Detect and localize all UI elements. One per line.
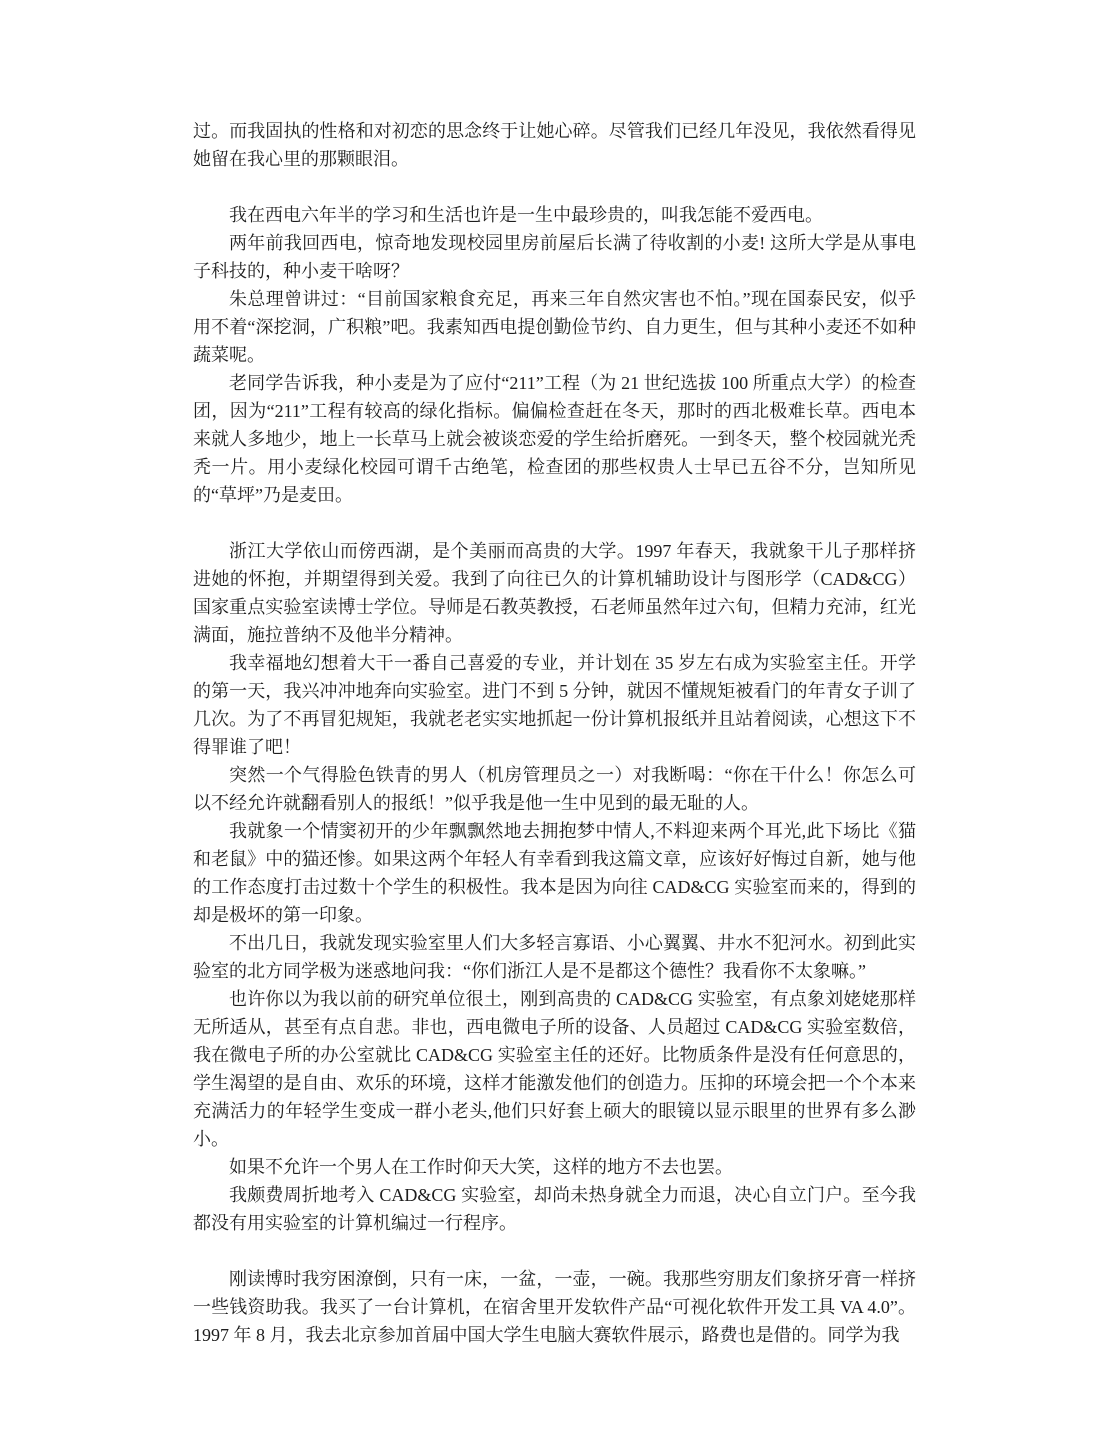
paragraph: 两年前我回西电，惊奇地发现校园里房前屋后长满了待收割的小麦! 这所大学是从事电子科技的，种小麦干啥呀？ <box>193 233 916 281</box>
paragraph: 刚读博时我穷困潦倒，只有一床，一盆，一壶，一碗。我那些穷朋友们象挤牙膏一样挤一些钱资助我。我买了一台计算机，在宿舍里开发软件产品“可视化软件开发工具 VA 4.0”。1997 年 8 月，我去北京参加首届中国大学生电脑大赛软件展示，路费也是借的。同学为我 <box>193 1269 916 1345</box>
paragraph: 我颇费周折地考入 CAD&CG 实验室，却尚未热身就全力而退，决心自立门户。至今我都没有用实验室的计算机编过一行程序。 <box>193 1185 916 1233</box>
paragraph: 浙江大学依山而傍西湖，是个美丽而高贵的大学。1997 年春天，我就象干儿子那样挤进她的怀抱，并期望得到关爱。我到了向往已久的计算机辅助设计与图形学（CAD&CG）国家重点实验室读博士学位。导师是石教英教授，石老师虽然年过六旬，但精力充沛，红光满面，施拉普纳不及他半分精神。 <box>193 541 916 645</box>
paragraph: 如果不允许一个男人在工作时仰天大笑，这样的地方不去也罢。 <box>229 1157 733 1177</box>
paragraph: 不出几日，我就发现实验室里人们大多轻言寡语、小心翼翼、井水不犯河水。初到此实验室的北方同学极为迷惑地问我：“你们浙江人是不是都这个德性？我看你不太象嘛。” <box>193 933 916 981</box>
paragraph: 我幸福地幻想着大干一番自己喜爱的专业，并计划在 35 岁左右成为实验室主任。开学的第一天，我兴冲冲地奔向实验室。进门不到 5 分钟，就因不懂规矩被看门的年青女子训了几次。为了不再冒犯规矩，我就老老实实地抓起一份计算机报纸并且站着阅读，心想这下不得罪谁了吧！ <box>193 653 916 757</box>
paragraph: 老同学告诉我，种小麦是为了应付“211”工程（为 21 世纪选拔 100 所重点大学）的检查团，因为“211”工程有较高的绿化指标。偏偏检查赶在冬天，那时的西北极难长草。西电本来就人多地少，地上一长草马上就会被谈恋爱的学生给折磨死。一到冬天，整个校园就光秃秃一片。用小麦绿化校园可谓千古绝笔，检查团的那些权贵人士早已五谷不分，岂知所见的“草坪”乃是麦田。 <box>193 373 916 505</box>
paragraph: 我在西电六年半的学习和生活也许是一生中最珍贵的，叫我怎能不爱西电。 <box>229 205 823 225</box>
text-body <box>193 117 916 1349</box>
paragraph: 我就象一个情窦初开的少年飘飘然地去拥抱梦中情人,不料迎来两个耳光,此下场比《猫和老鼠》中的猫还惨。如果这两个年轻人有幸看到我这篇文章，应该好好悔过自新，她与他的工作态度打击过数十个学生的积极性。我本是因为向往 CAD&CG 实验室而来的，得到的却是极坏的第一印象。 <box>193 821 916 925</box>
paragraph: 朱总理曾讲过：“目前国家粮食充足，再来三年自然灾害也不怕。”现在国泰民安，似乎用不着“深挖洞，广积粮”吧。我素知西电提创勤俭节约、自力更生，但与其种小麦还不如种蔬菜呢。 <box>193 289 916 365</box>
paragraph: 也许你以为我以前的研究单位很土，刚到高贵的 CAD&CG 实验室，有点象刘姥姥那样无所适从，甚至有点自悲。非也，西电微电子所的设备、人员超过 CAD&CG 实验室数倍，我在微电子所的办公室就比 CAD&CG 实验室主任的还好。比物质条件是没有任何意思的，学生渴望的是自由、欢乐的环境，这样才能激发他们的创造力。压抑的环境会把一个个本来充满活力的年轻学生变成一群小老头,他们只好套上硕大的眼镜以显示眼里的世界有多么渺小。 <box>193 989 916 1149</box>
paragraph: 过。而我固执的性格和对初恋的思念终于让她心碎。尽管我们已经几年没见，我依然看得见她留在我心里的那颗眼泪。 <box>193 121 916 169</box>
paragraph: 突然一个气得脸色铁青的男人（机房管理员之一）对我断喝：“你在干什么！你怎么可以不经允许就翻看别人的报纸！”似乎我是他一生中见到的最无耻的人。 <box>193 765 916 813</box>
